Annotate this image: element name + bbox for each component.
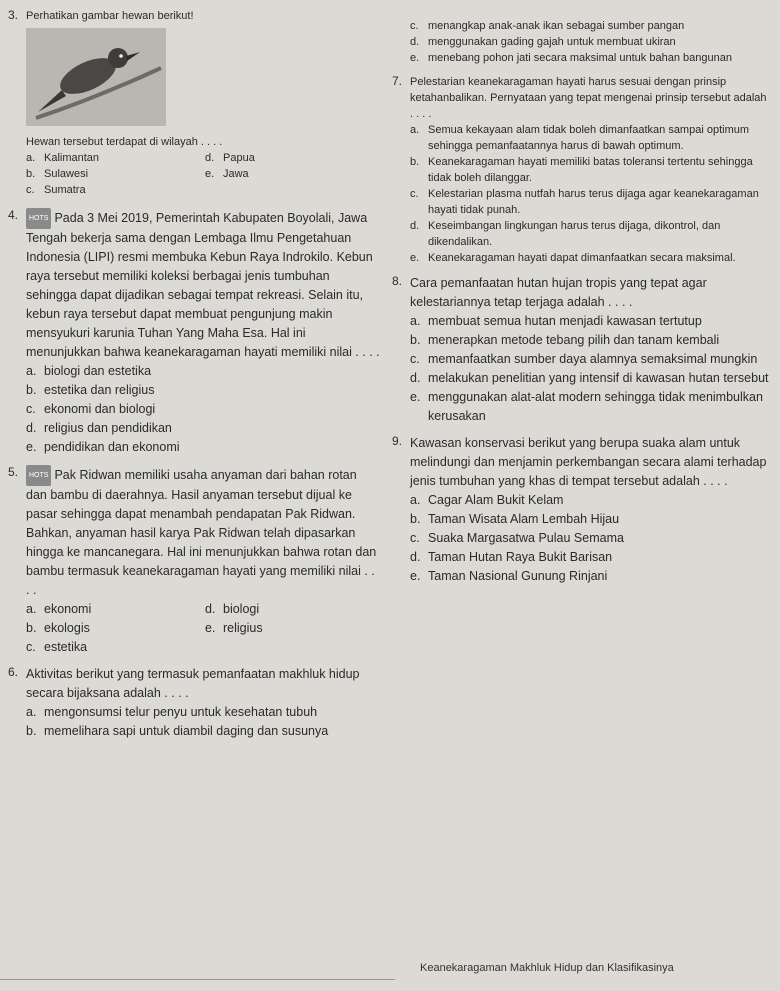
question-instruction: Perhatikan gambar hewan berikut! — [26, 10, 194, 22]
question-text: Pada 3 Mei 2019, Pemerintah Kabupaten Boyolali, Jawa Tengah bekerja sama dengan Lembaga Ilmu Pengetahuan Indonesia (LIPI) resmi membuka Kebun Raya Indrokilo. Kebun raya tersebut memiliki koleksi berbagai jenis tumbuhan sehingga dapat dijadikan sebagai tempat rekreasi. Selain itu, kebun raya tersebut dapat membuat pengunjung makin mensyukuri karunia Tuhan Yang Maha Esa. Hal ini menunjukkan bahwa keanekaragaman hayati memiliki nilai . . . . — [26, 210, 380, 359]
footer-divider — [0, 979, 395, 980]
question-number: 6. — [8, 665, 19, 679]
bird-illustration — [26, 28, 166, 126]
option-d: d. melakukan penelitian yang intensif di kawasan hutan tersebut — [410, 371, 769, 385]
question-5 — [8, 465, 380, 657]
option-a: a. Cagar Alam Bukit Kelam — [410, 493, 564, 507]
option-a: a. mengonsumsi telur penyu untuk kesehatan tubuh — [26, 705, 318, 719]
option-a: a. ekonomi — [26, 602, 92, 616]
option-c: c. Sumatra — [26, 184, 86, 196]
option-d: d. Taman Hutan Raya Bukit Barisan — [410, 550, 613, 564]
hots-badge: HOTS — [26, 208, 51, 229]
option-b: b. menerapkan metode tebang pilih dan tanam kembali — [410, 333, 720, 347]
question-6 — [8, 665, 380, 741]
option-c: c. Suaka Margasatwa Pulau Semama — [410, 531, 624, 545]
option-a: a. membuat semua hutan menjadi kawasan tertutup — [410, 314, 702, 328]
question-7 — [392, 74, 772, 266]
option-e: e. Jawa — [205, 168, 249, 180]
option-d: d. Keseimbangan lingkungan harus terus dijaga, dikontrol, dan dikendalikan. — [410, 220, 721, 248]
option-c: c. ekonomi dan biologi — [26, 402, 156, 416]
left-column — [8, 8, 380, 749]
option-c: c. Kelestarian plasma nutfah harus terus dijaga agar keanekaragaman hayati tidak punah. — [410, 188, 759, 216]
question-number: 3. — [8, 8, 19, 22]
page-footer: Keanekaragaman Makhluk Hidup dan Klasifikasinya — [420, 962, 674, 974]
question-stem: Hewan tersebut terdapat di wilayah . . . . — [26, 136, 223, 148]
question-3 — [8, 8, 380, 198]
question-text: Aktivitas berikut yang termasuk pemanfaatan makhluk hidup secara bijaksana adalah . . . . — [26, 667, 360, 700]
option-c: c. estetika — [26, 640, 88, 654]
question-text: Kawasan konservasi berikut yang berupa suaka alam untuk melindungi dan menjamin perkembangan secara alami terhadap jenis tumbuhan yang khas di tempat tersebut adalah . . . . — [410, 436, 767, 488]
option-c: c. memanfaatkan sumber daya alamnya semaksimal mungkin — [410, 352, 758, 366]
right-column — [392, 18, 772, 594]
option-b: b. ekologis — [26, 621, 90, 635]
option-a: a. biologi dan estetika — [26, 364, 152, 378]
option-d: d. Papua — [205, 152, 255, 164]
option-d: d. biologi — [205, 602, 260, 616]
option-b: b. Keanekaragaman hayati memiliki batas toleransi tertentu sehingga tidak boleh dilanggar. — [410, 156, 753, 184]
question-8 — [392, 274, 772, 426]
question-text: Pak Ridwan memiliki usaha anyaman dari bahan rotan dan bambu di daerahnya. Hasil anyaman tersebut dijual ke pasar sehingga dapat menambah pendapatan Pak Ridwan. Bahkan, anyaman hasil karya Pak Ridwan telah dipasarkan hingga ke mancanegara. Hal ini menunjukkan bahwa rotan dan bambu termasuk keanekaragaman hayati yang memiliki nilai . . . . — [26, 467, 377, 597]
option-b: b. memelihara sapi untuk diambil daging dan susunya — [26, 724, 329, 738]
question-text: Pelestarian keanekaragaman hayati harus sesuai dengan prinsip ketahanbalikan. Pernyataan yang tepat mengenai prinsip tersebut adalah . . . . — [410, 76, 767, 120]
option-b: b. estetika dan religius — [26, 383, 155, 397]
question-4 — [8, 208, 380, 457]
bird-photo — [26, 28, 166, 126]
option-e: e. menebang pohon jati secara maksimal untuk bahan bangunan — [410, 52, 732, 64]
option-e: e. Taman Nasional Gunung Rinjani — [410, 569, 608, 583]
question-9 — [392, 434, 772, 586]
question-number: 9. — [392, 434, 403, 448]
option-b: b. Sulawesi — [26, 168, 89, 180]
option-c: c. menangkap anak-anak ikan sebagai sumber pangan — [410, 20, 685, 32]
option-a: a. Semua kekayaan alam tidak boleh dimanfaatkan sampai optimum sehingga pemanfaatannya harus di bawah optimum. — [410, 124, 750, 152]
option-b: b. Taman Wisata Alam Lembah Hijau — [410, 512, 620, 526]
option-d: d. menggunakan gading gajah untuk membuat ukiran — [410, 36, 676, 48]
option-e: e. religius — [205, 621, 263, 635]
option-e: e. menggunakan alat-alat modern sehingga tidak menimbulkan kerusakan — [410, 390, 763, 423]
question-number: 4. — [8, 208, 19, 222]
option-e: e. Keanekaragaman hayati dapat dimanfaatkan secara maksimal. — [410, 252, 736, 264]
hots-badge: HOTS — [26, 465, 51, 486]
question-text: Cara pemanfaatan hutan hujan tropis yang tepat agar kelestariannya tetap terjaga adalah . . . . — [410, 276, 707, 309]
question-number: 8. — [392, 274, 403, 288]
option-d: d. religius dan pendidikan — [26, 421, 172, 435]
question-number: 7. — [392, 74, 403, 88]
question-6-continued — [392, 18, 772, 66]
option-e: e. pendidikan dan ekonomi — [26, 440, 180, 454]
question-number: 5. — [8, 465, 19, 479]
option-a: a. Kalimantan — [26, 152, 100, 164]
